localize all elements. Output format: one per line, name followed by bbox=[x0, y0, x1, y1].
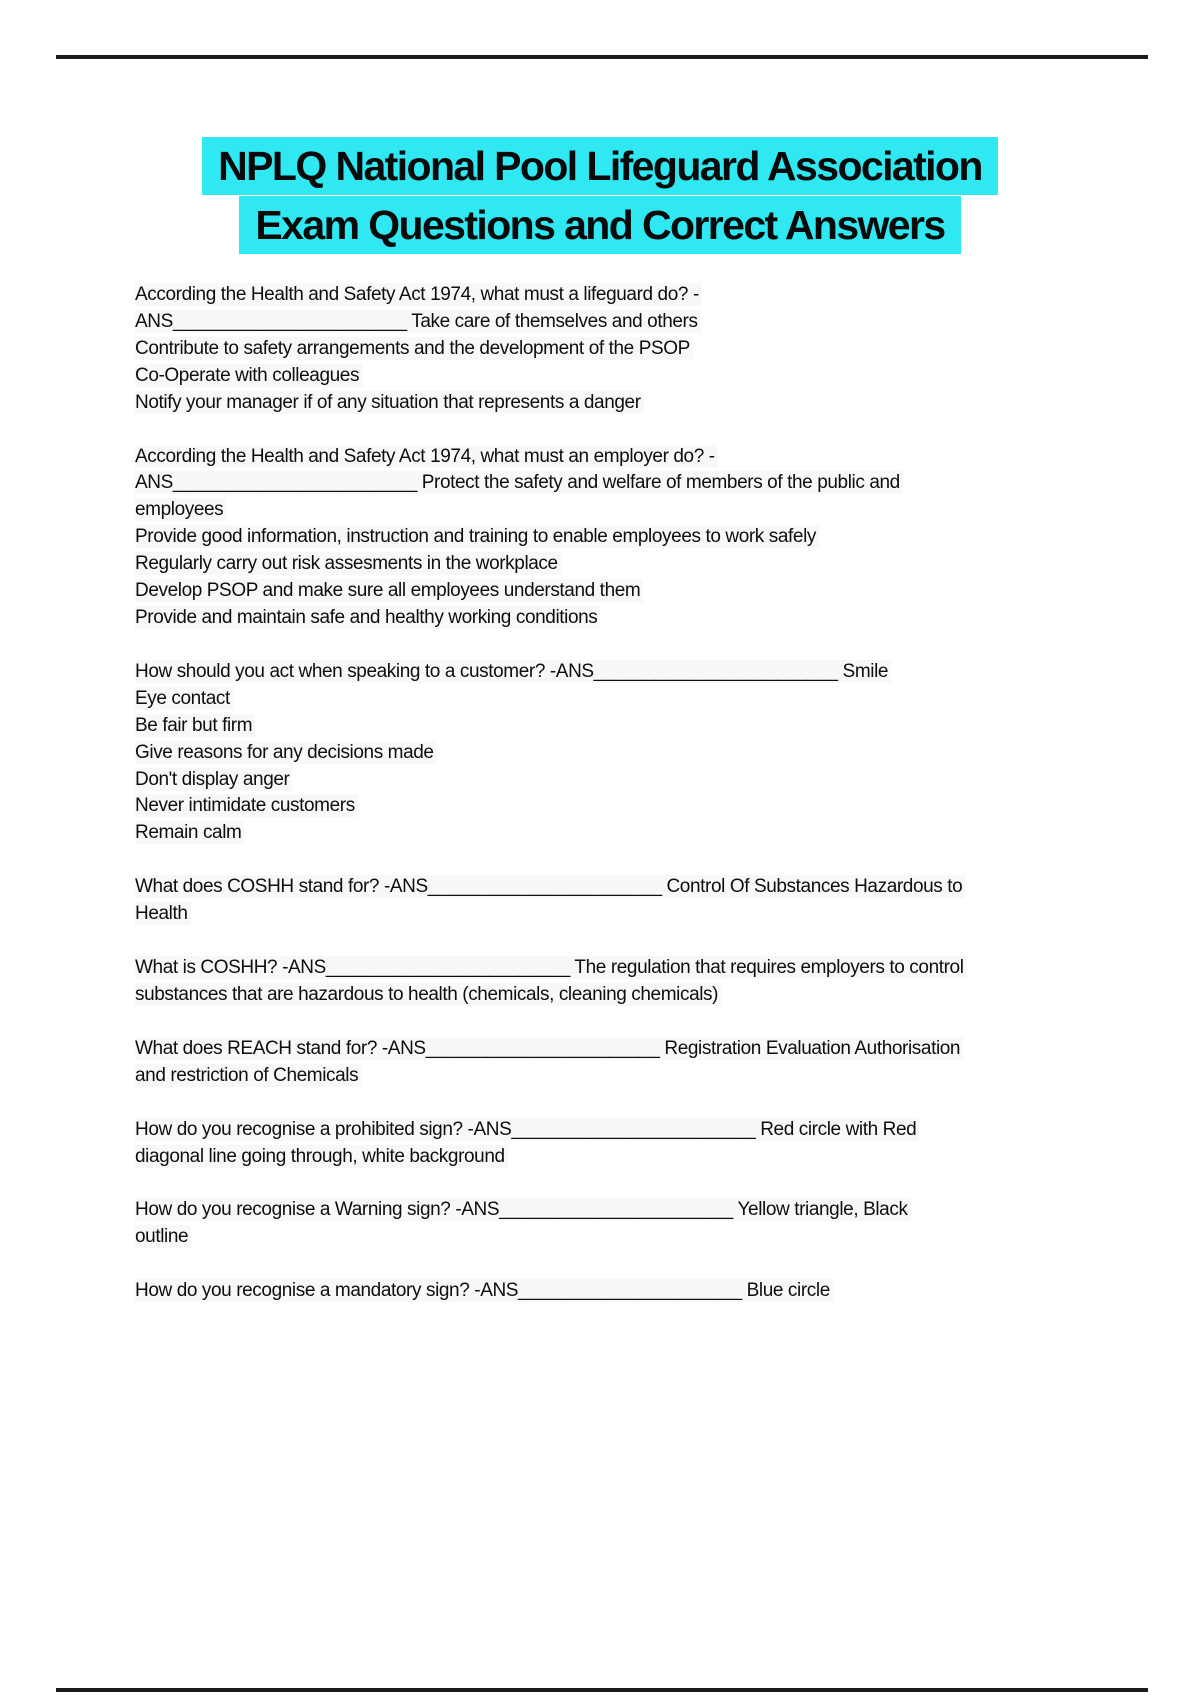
qa-line: Eye contact bbox=[135, 686, 1140, 713]
qa-line: Regularly carry out risk assesments in the workplace bbox=[135, 551, 1140, 578]
qa-block-reach-stands-for bbox=[135, 1036, 1140, 1090]
top-rule bbox=[56, 55, 1148, 59]
qa-line: ANS________________________ Protect the safety and welfare of members of the public and bbox=[135, 470, 1140, 497]
bottom-rule bbox=[56, 1688, 1148, 1692]
qa-line: How do you recognise a mandatory sign? -ANS______________________ Blue circle bbox=[135, 1278, 1140, 1305]
qa-line: Be fair but firm bbox=[135, 713, 1140, 740]
qa-line: ANS_______________________ Take care of themselves and others bbox=[135, 309, 1140, 336]
qa-line: Give reasons for any decisions made bbox=[135, 740, 1140, 767]
qa-line: What is COSHH? -ANS________________________ The regulation that requires employers to control bbox=[135, 955, 1140, 982]
qa-line: According the Health and Safety Act 1974, what must a lifeguard do? - bbox=[135, 282, 1140, 309]
qa-block-what-is-coshh bbox=[135, 955, 1140, 1009]
qa-block-speaking-to-customer bbox=[135, 659, 1140, 847]
qa-line: Health bbox=[135, 901, 1140, 928]
qa-block-mandatory-sign bbox=[135, 1278, 1140, 1305]
qa-block-coshh-stands-for bbox=[135, 874, 1140, 928]
qa-line: Develop PSOP and make sure all employees understand them bbox=[135, 578, 1140, 605]
document-title bbox=[0, 137, 1200, 255]
qa-line: What does REACH stand for? -ANS_______________________ Registration Evaluation Authorisation bbox=[135, 1036, 1140, 1063]
qa-line: According the Health and Safety Act 1974, what must an employer do? - bbox=[135, 444, 1140, 471]
title-line: Exam Questions and Correct Answers bbox=[239, 196, 960, 254]
qa-line: How do you recognise a prohibited sign? -ANS________________________ Red circle with Red bbox=[135, 1117, 1140, 1144]
qa-block-warning-sign bbox=[135, 1197, 1140, 1251]
qa-line: What does COSHH stand for? -ANS_______________________ Control Of Substances Hazardous to bbox=[135, 874, 1140, 901]
qa-block-lifeguard-duties bbox=[135, 282, 1140, 417]
qa-line: substances that are hazardous to health (chemicals, cleaning chemicals) bbox=[135, 982, 1140, 1009]
qa-line: Don't display anger bbox=[135, 767, 1140, 794]
title-line: NPLQ National Pool Lifeguard Association bbox=[202, 137, 998, 195]
qa-line: How should you act when speaking to a customer? -ANS________________________ Smile bbox=[135, 659, 1140, 686]
qa-line: Remain calm bbox=[135, 820, 1140, 847]
qa-block-prohibited-sign bbox=[135, 1117, 1140, 1171]
qa-line: Notify your manager if of any situation that represents a danger bbox=[135, 390, 1140, 417]
qa-line: Provide and maintain safe and healthy working conditions bbox=[135, 605, 1140, 632]
qa-line: diagonal line going through, white background bbox=[135, 1144, 1140, 1171]
qa-line: Contribute to safety arrangements and the development of the PSOP bbox=[135, 336, 1140, 363]
qa-line: Provide good information, instruction and training to enable employees to work safely bbox=[135, 524, 1140, 551]
qa-line: outline bbox=[135, 1224, 1140, 1251]
qa-line: Never intimidate customers bbox=[135, 793, 1140, 820]
qa-line: employees bbox=[135, 497, 1140, 524]
qa-line: Co-Operate with colleagues bbox=[135, 363, 1140, 390]
qa-block-employer-duties bbox=[135, 444, 1140, 632]
qa-line: How do you recognise a Warning sign? -ANS_______________________ Yellow triangle, Black bbox=[135, 1197, 1140, 1224]
document-body bbox=[135, 282, 1140, 1332]
qa-line: and restriction of Chemicals bbox=[135, 1063, 1140, 1090]
